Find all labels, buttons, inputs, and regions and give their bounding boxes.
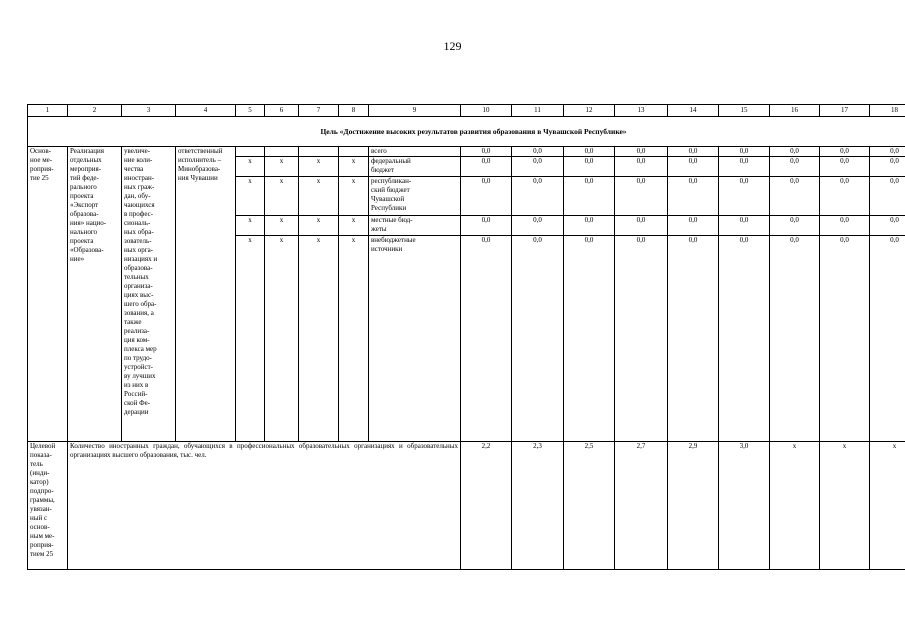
header-cell: 16 <box>770 105 820 117</box>
code-cell: x <box>299 236 339 442</box>
value-cell: 0,0 <box>512 177 564 216</box>
indicator-value: 2,9 <box>668 442 719 570</box>
indicator-text: Количество иностранных граждан, обучающихся в профессиональных образовательных организациях и образовательных организациях высшего образования, тыс. чел. <box>68 442 461 570</box>
value-cell: 0,0 <box>615 147 668 157</box>
indicator-value: x <box>770 442 820 570</box>
value-cell: 0,0 <box>615 216 668 236</box>
value-cell: 0,0 <box>870 236 905 442</box>
value-cell: 0,0 <box>512 147 564 157</box>
value-cell: 0,0 <box>719 157 770 177</box>
code-cell: x <box>339 157 369 177</box>
code-cell: x <box>299 216 339 236</box>
header-cell: 17 <box>820 105 870 117</box>
code-cell: x <box>265 236 299 442</box>
header-cell: 8 <box>339 105 369 117</box>
indicator-value: 2,7 <box>615 442 668 570</box>
indicator-label: Целевой показа- тель (инди- катор) подпро- граммы, увязан- ный с основ- ным ме- роприя- тием 25 <box>28 442 68 570</box>
value-cell: 0,0 <box>820 236 870 442</box>
code-cell <box>299 147 339 157</box>
program-table <box>27 104 905 570</box>
value-cell: 0,0 <box>719 147 770 157</box>
value-cell: 0,0 <box>615 236 668 442</box>
value-cell: 0,0 <box>615 157 668 177</box>
code-cell: x <box>236 216 265 236</box>
indicator-value: 2,3 <box>512 442 564 570</box>
target-indicator-row <box>28 442 905 570</box>
indicator-value: x <box>870 442 905 570</box>
value-cell: 0,0 <box>564 216 615 236</box>
code-cell: x <box>236 177 265 216</box>
value-cell: 0,0 <box>820 147 870 157</box>
header-cell: 15 <box>719 105 770 117</box>
value-cell: 0,0 <box>512 157 564 177</box>
value-cell: 0,0 <box>770 177 820 216</box>
value-cell: 0,0 <box>461 157 512 177</box>
code-cell: x <box>265 157 299 177</box>
value-cell: 0,0 <box>564 157 615 177</box>
funding-source: федеральный бюджет <box>369 157 461 177</box>
value-cell: 0,0 <box>820 216 870 236</box>
code-cell: x <box>299 157 339 177</box>
goal-row <box>28 117 905 147</box>
header-cell: 14 <box>668 105 719 117</box>
event-description: увеличе- ние коли- чества иностран- ных граж- дан, обу- чающихся в профес- сиональ- ных обра- зователь- ных орга- низациях и образова- тельных организа- циях выс- шего обра- зования, а также реализа- ция ком- плекса мер по трудо- устройст- ву лучших из них в Россий- ской Фе- дерации <box>122 147 176 442</box>
value-cell: 0,0 <box>870 147 905 157</box>
value-cell: 0,0 <box>870 157 905 177</box>
code-cell: x <box>339 236 369 442</box>
code-cell: x <box>299 177 339 216</box>
code-cell <box>236 147 265 157</box>
responsible-executor: ответственный исполнитель – Минобразова- ния Чувашии <box>176 147 236 442</box>
code-cell: x <box>236 236 265 442</box>
code-cell <box>339 147 369 157</box>
header-cell: 6 <box>265 105 299 117</box>
header-cell: 11 <box>512 105 564 117</box>
value-cell: 0,0 <box>668 177 719 216</box>
value-cell: 0,0 <box>870 216 905 236</box>
value-cell: 0,0 <box>719 236 770 442</box>
funding-row <box>28 147 905 157</box>
header-cell: 5 <box>236 105 265 117</box>
code-cell: x <box>236 157 265 177</box>
header-row <box>28 105 905 117</box>
value-cell: 0,0 <box>668 236 719 442</box>
header-cell: 1 <box>28 105 68 117</box>
value-cell: 0,0 <box>719 177 770 216</box>
header-cell: 13 <box>615 105 668 117</box>
code-cell: x <box>339 177 369 216</box>
value-cell: 0,0 <box>820 177 870 216</box>
value-cell: 0,0 <box>870 177 905 216</box>
value-cell: 0,0 <box>615 177 668 216</box>
value-cell: 0,0 <box>668 147 719 157</box>
code-cell: x <box>339 216 369 236</box>
funding-source: республикан- ский бюджет Чувашской Республики <box>369 177 461 216</box>
event-label: Основ- ное ме- роприя- тие 25 <box>28 147 68 442</box>
value-cell: 0,0 <box>719 216 770 236</box>
indicator-value: 3,0 <box>719 442 770 570</box>
value-cell: 0,0 <box>564 177 615 216</box>
funding-source: внебюджетные источники <box>369 236 461 442</box>
code-cell: x <box>265 177 299 216</box>
value-cell: 0,0 <box>820 157 870 177</box>
page-number: 129 <box>443 39 462 53</box>
funding-source: всего <box>369 147 461 157</box>
header-cell: 10 <box>461 105 512 117</box>
value-cell: 0,0 <box>461 236 512 442</box>
header-cell: 7 <box>299 105 339 117</box>
header-cell: 18 <box>870 105 905 117</box>
value-cell: 0,0 <box>512 236 564 442</box>
header-cell: 12 <box>564 105 615 117</box>
code-cell: x <box>265 216 299 236</box>
indicator-value: x <box>820 442 870 570</box>
header-cell: 3 <box>122 105 176 117</box>
value-cell: 0,0 <box>770 236 820 442</box>
header-cell: 4 <box>176 105 236 117</box>
value-cell: 0,0 <box>564 147 615 157</box>
header-cell: 2 <box>68 105 122 117</box>
value-cell: 0,0 <box>461 216 512 236</box>
value-cell: 0,0 <box>461 147 512 157</box>
header-cell: 9 <box>369 105 461 117</box>
value-cell: 0,0 <box>770 157 820 177</box>
event-name: Реализация отдельных мероприя- тий феде- рального проекта «Экспорт образова- ния» нацио- нального проекта «Образова- ние» <box>68 147 122 442</box>
funding-source: местные бюд- жеты <box>369 216 461 236</box>
value-cell: 0,0 <box>668 216 719 236</box>
value-cell: 0,0 <box>668 157 719 177</box>
value-cell: 0,0 <box>461 177 512 216</box>
value-cell: 0,0 <box>512 216 564 236</box>
value-cell: 0,0 <box>564 236 615 442</box>
value-cell: 0,0 <box>770 147 820 157</box>
indicator-value: 2,5 <box>564 442 615 570</box>
value-cell: 0,0 <box>770 216 820 236</box>
indicator-value: 2,2 <box>461 442 512 570</box>
code-cell <box>265 147 299 157</box>
goal-title: Цель «Достижение высоких результатов развития образования в Чувашской Республике» <box>28 117 905 147</box>
